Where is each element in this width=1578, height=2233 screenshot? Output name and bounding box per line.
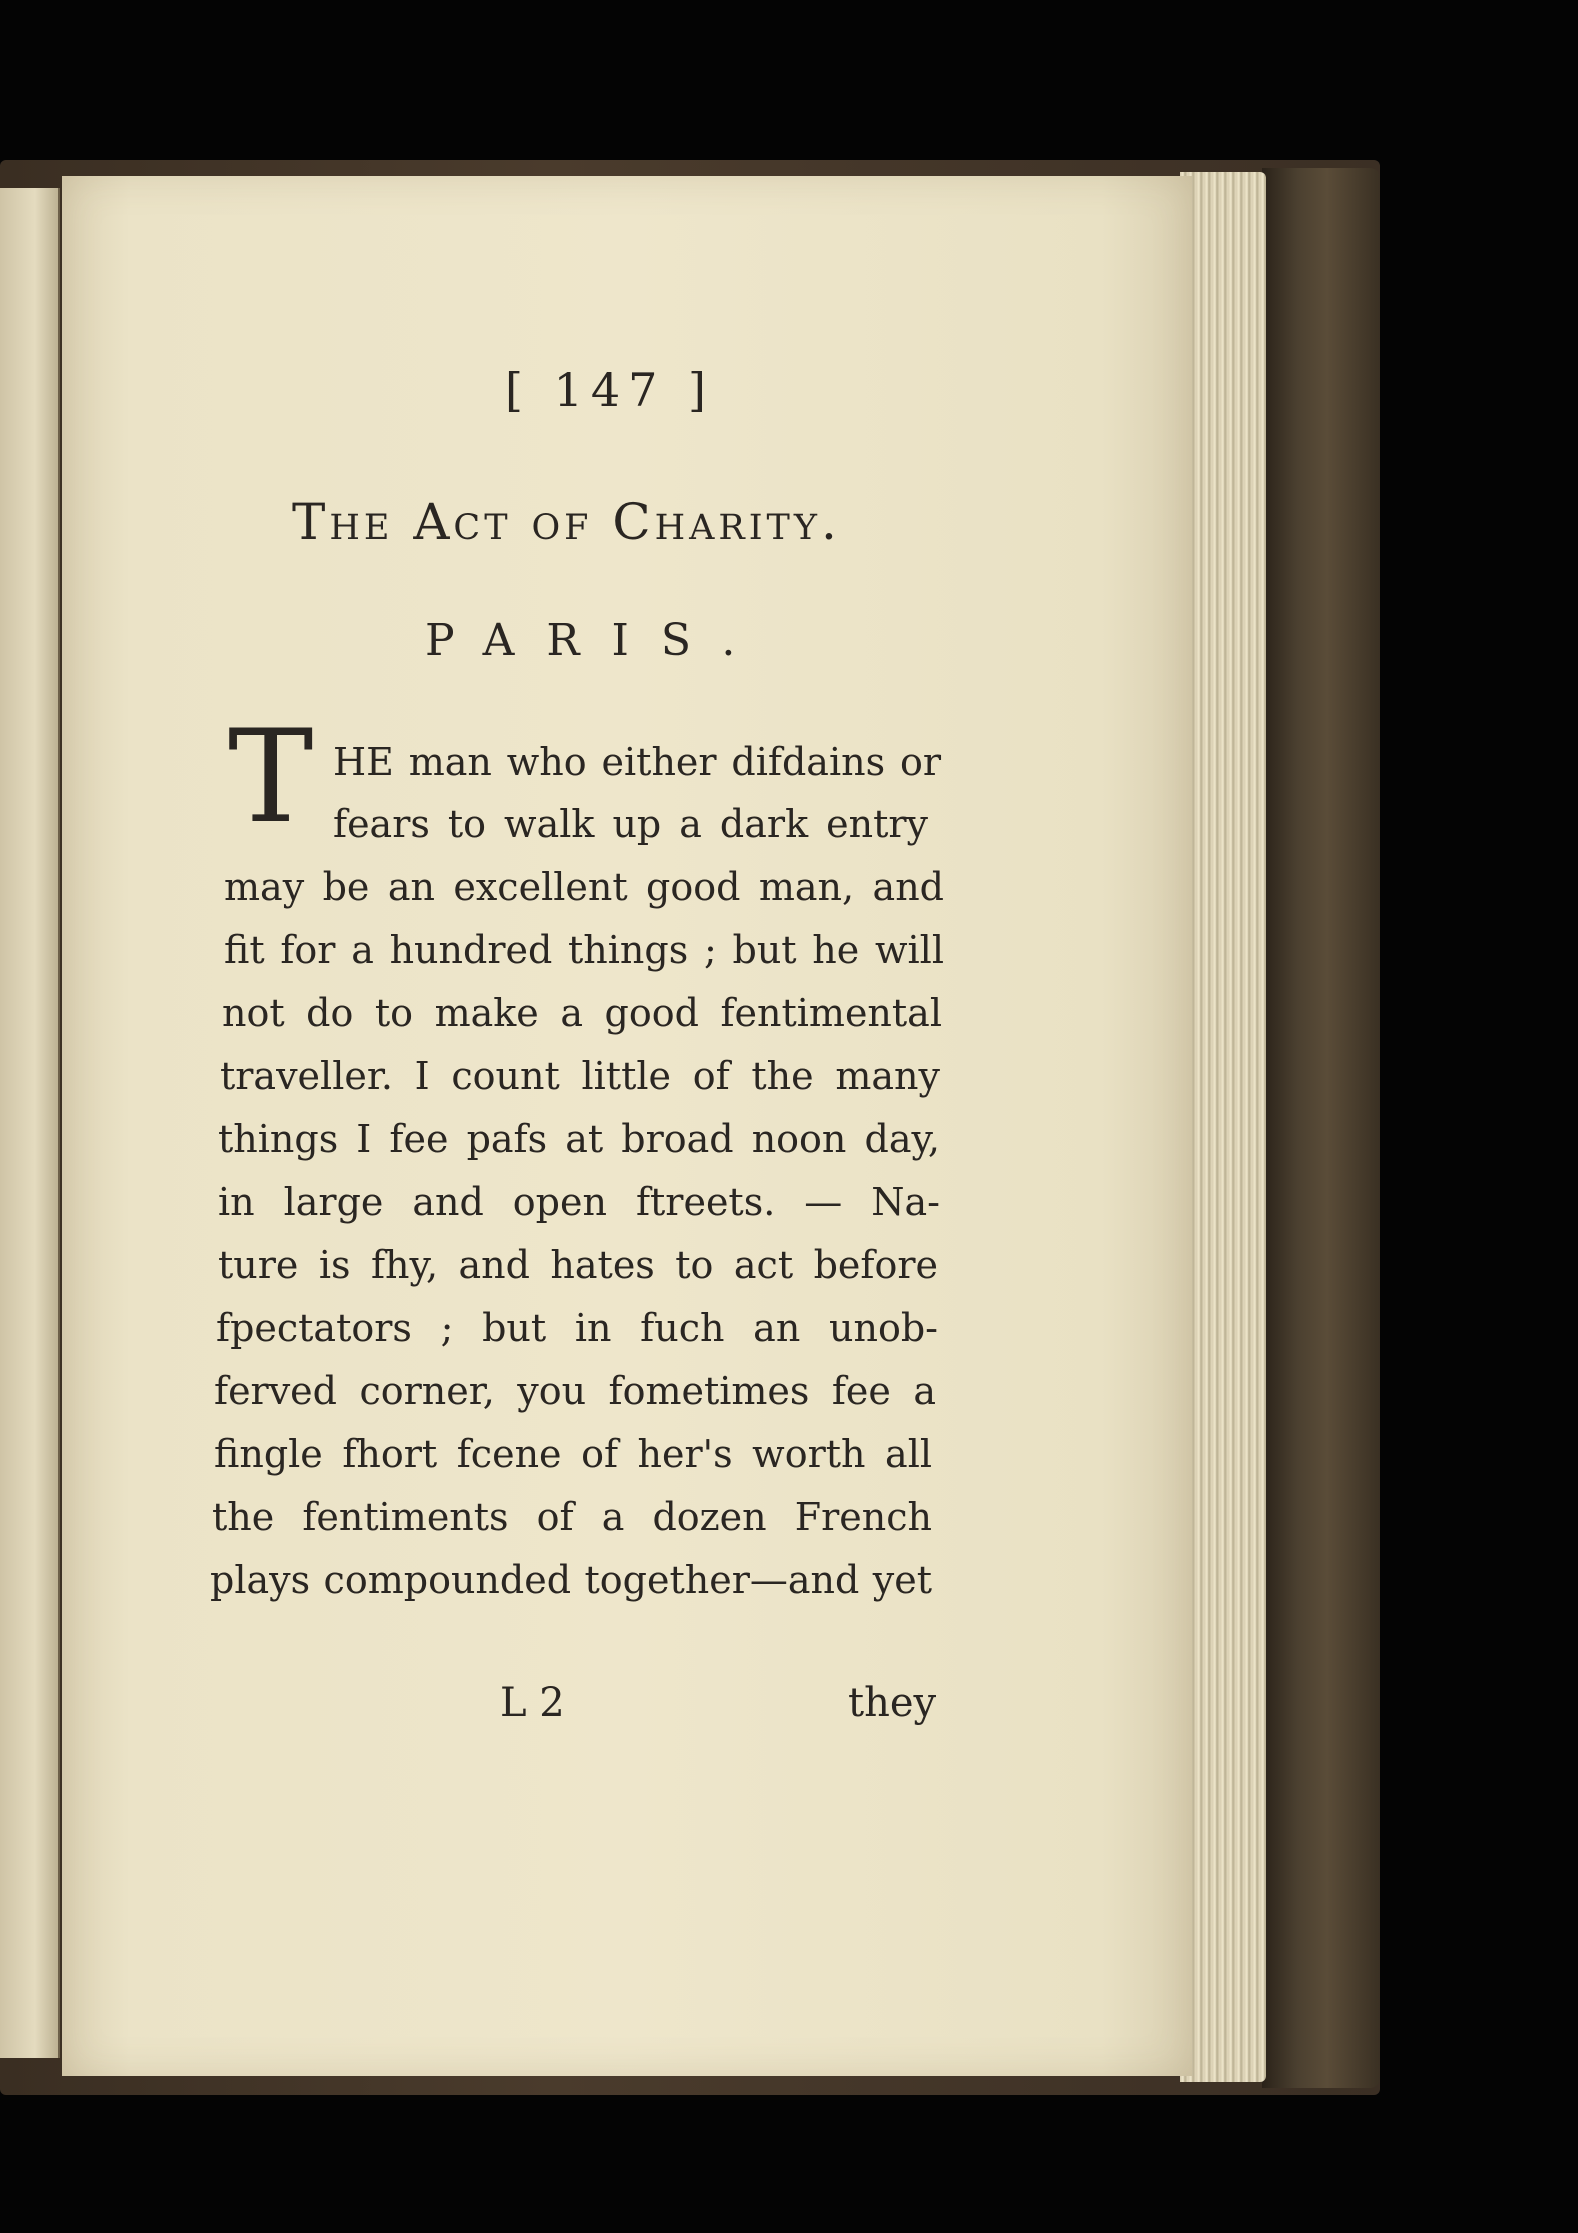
text-line: may be an excellent good man, and — [224, 865, 944, 909]
text-line: things I fee pafs at broad noon day, — [218, 1117, 940, 1161]
text-line: fingle fhort fcene of her's worth all — [214, 1432, 932, 1476]
page-stack-edges — [1180, 172, 1266, 2082]
signature-mark: L 2 — [500, 1680, 565, 1726]
left-page-edge — [0, 188, 60, 2058]
text-line: not do to make a good fentimental — [222, 991, 942, 1035]
chapter-subtitle: PARIS. — [425, 615, 768, 666]
text-line: HE man who either difdains or — [333, 740, 941, 784]
text-line: plays compounded together—and yet — [210, 1558, 932, 1602]
book-binding-edge — [1262, 168, 1380, 2088]
text-line: fpectators ; but in fuch an unob- — [216, 1306, 938, 1350]
text-line: fears to walk up a dark entry — [333, 802, 928, 846]
text-line: in large and open ftreets. — Na- — [218, 1180, 940, 1224]
text-line: the fentiments of a dozen French — [212, 1495, 932, 1539]
text-line: ture is fhy, and hates to act before — [218, 1243, 938, 1287]
page-number: [ 147 ] — [505, 363, 714, 417]
catchword: they — [848, 1680, 937, 1726]
drop-cap: T — [228, 703, 314, 852]
text-line: traveller. I count little of the many — [220, 1054, 940, 1098]
text-line: ferved corner, you fometimes fee a — [214, 1369, 936, 1413]
text-line: fit for a hundred things ; but he will — [224, 928, 944, 972]
chapter-title: The Act of Charity. — [292, 493, 841, 551]
